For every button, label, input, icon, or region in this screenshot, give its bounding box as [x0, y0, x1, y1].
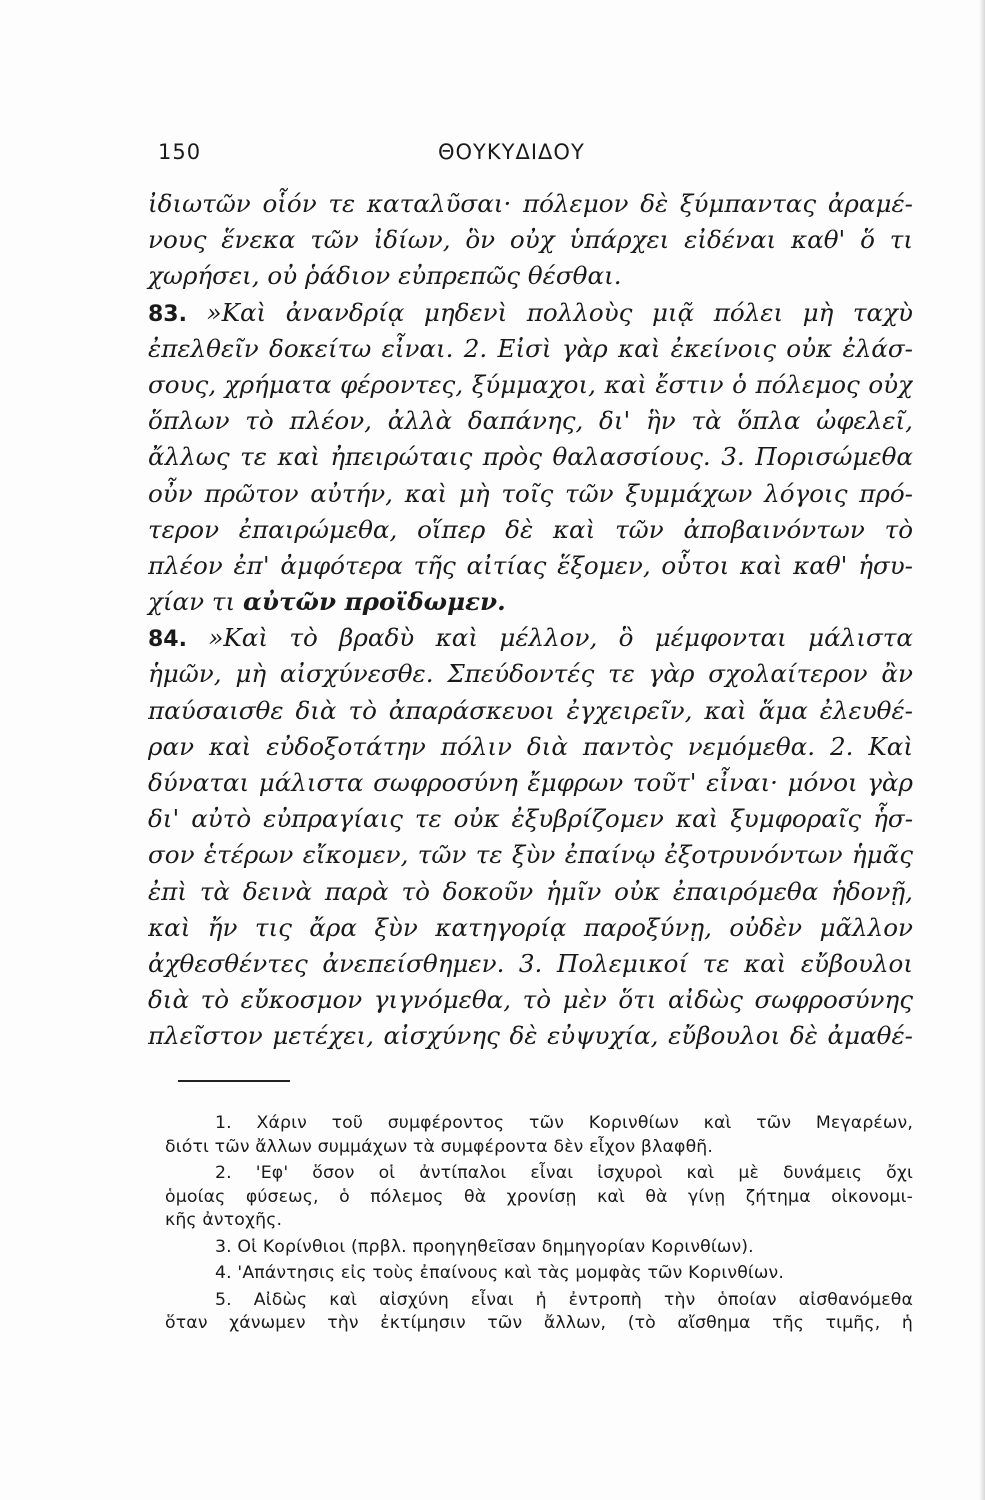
text-line: σον ἑτέρων εἴκομεν, τῶν τε ξὺν ἐπαίνῳ ἐξοτρυνόντων ἡμᾶς — [148, 840, 913, 870]
text-line: παύσαισθε διὰ τὸ ἀπαράσκευοι ἐγχειρεῖν, καὶ ἅμα ἐλευθέ- — [148, 695, 913, 725]
page-edge-shadow — [979, 0, 985, 1500]
chapter-84-line — [148, 620, 913, 656]
text-line: τερον ἐπαιρώμεθα, οἵπερ δὲ καὶ τῶν ἀποβαινόντων τὸ — [148, 514, 913, 544]
text-line: ραν καὶ εὐδοξοτάτην πόλιν διὰ παντὸς νεμόμεθα. 2. Καὶ — [148, 731, 913, 761]
text-line: ἡμῶν, μὴ αἰσχύνεσθε. Σπεύδοντές τε γὰρ σχολαίτερον ἂν — [148, 659, 913, 689]
text-line: χωρήσει, οὐ ῥάδιον εὐπρεπῶς θέσθαι. — [148, 261, 622, 291]
running-title: ΘΟΥΚΥΔΙΔΟΥ — [438, 140, 585, 164]
main-text — [148, 186, 913, 1055]
text-line: δι' αὐτὸ εὐπραγίαις τε οὐκ ἐξυβρίζομεν καὶ ξυμφοραῖς ἧσ- — [148, 804, 913, 834]
footnote-5: 5. Αἰδὼς καὶ αἰσχύνη εἶναι ἡ ἐντροπὴ τὴν ὁποίαν αἰσθανόμεθα — [215, 1289, 913, 1310]
text-line: νους ἕνεκα τῶν ἰδίων, ὃν οὐχ ὑπάρχει εἰδέναι καθ' ὅ τι — [148, 225, 913, 255]
chapter-number-84: 84. — [148, 627, 187, 653]
chapter-number-83: 83. — [148, 301, 187, 327]
text-line: διὰ τὸ εὔκοσμον γιγνόμεθα, τὸ μὲν ὅτι αἰδὼς σωφροσύνης — [148, 985, 913, 1015]
text-line: οὖν πρῶτον αὐτήν, καὶ μὴ τοῖς τῶν ξυμμάχων λόγοις πρό- — [148, 478, 913, 508]
text-line: ἀχθεσθέντες ἀνεπείσθημεν. 3. Πολεμικοί τε καὶ εὔβουλοι — [148, 948, 913, 978]
text-segment: »Καὶ τὸ βραδὺ καὶ μέλλον, ὃ μέμφονται μάλιστα — [208, 623, 913, 653]
text-line: ἰδιωτῶν οἷόν τε καταλῦσαι· πόλεμον δὲ ξύμπαντας ἀραμέ- — [148, 189, 913, 218]
page-number: 150 — [158, 140, 202, 164]
footnotes — [165, 1112, 913, 1336]
footnote-2: 2. 'Εφ' ὅσον οἱ ἀντίπαλοι εἶναι ἰσχυροὶ καὶ μὲ δυνάμεις ὄχι — [215, 1163, 913, 1183]
text-line: ἐπὶ τὰ δεινὰ παρὰ τὸ δοκοῦν ἡμῖν οὐκ ἐπαιρόμεθα ἡδονῇ, — [148, 876, 913, 906]
footnote-line: ὁμοίας φύσεως, ὁ πόλεμος θὰ χρονίσῃ καὶ θὰ γίνῃ ζήτημα οἰκονομι- — [165, 1186, 913, 1207]
chapter-83-line — [148, 295, 913, 331]
footnote-1: 1. Χάριν τοῦ συμφέροντος τῶν Κορινθίων καὶ τῶν Μεγαρέων, — [215, 1113, 913, 1133]
text-line: ἐπελθεῖν δοκείτω εἶναι. 2. Εἰσὶ γὰρ καὶ ἐκείνοις οὐκ ἐλάσ- — [148, 333, 913, 363]
text-segment: »Καὶ ἀνανδρίᾳ μηδενὶ πολλοὺς μιᾷ πόλει μὴ ταχὺ — [206, 297, 913, 327]
text-segment-bold: αὐτῶν προϊδωμεν. — [243, 587, 506, 617]
text-line: πλεῖστον μετέχει, αἰσχύνης δὲ εὐψυχία, εὔβουλοι δὲ ἀμαθέ- — [148, 1021, 913, 1051]
footnote-3: 3. Οἱ Κορίνθιοι (πρβλ. προηγηθεῖσαν δημηγορίαν Κορινθίων). — [215, 1236, 754, 1257]
text-line: καὶ ἤν τις ἄρα ξὺν κατηγορίᾳ παροξύνῃ, οὐδὲν μᾶλλον — [148, 912, 913, 942]
text-line: σους, χρήματα φέροντες, ξύμμαχοι, καὶ ἔστιν ὁ πόλεμος οὐχ — [148, 369, 913, 399]
text-line: δύναται μάλιστα σωφροσύνη ἔμφρων τοῦτ' εἶναι· μόνοι γὰρ — [148, 768, 913, 797]
footnote-line: ὅταν χάνωμεν τὴν ἐκτίμησιν τῶν ἄλλων, (τὸ αἴσθημα τῆς τιμῆς, ἡ — [165, 1313, 913, 1333]
footnote-line: διότι τῶν ἄλλων συμμάχων τὰ συμφέροντα δὲν εἶχον βλαφθῆ. — [165, 1136, 714, 1157]
text-line: ὅπλων τὸ πλέον, ἀλλὰ δαπάνης, δι' ἣν τὰ ὅπλα ὠφελεῖ, — [148, 406, 913, 436]
page-header — [158, 140, 913, 174]
footnote-line: κῆς ἀντοχῆς. — [165, 1210, 283, 1230]
text-line: πλέον ἐπ' ἀμφότερα τῆς αἰτίας ἕξομεν, οὗτοι καὶ καθ' ἡσυ- — [148, 550, 913, 580]
footnote-separator — [178, 1080, 290, 1082]
text-line: ἄλλως τε καὶ ἠπειρώταις πρὸς θαλασσίους. 3. Πορισώμεθα — [148, 442, 913, 472]
text-line — [148, 584, 913, 620]
text-segment: χίαν τι — [148, 587, 243, 617]
footnote-4: 4. 'Απάντησις εἰς τοὺς ἐπαίνους καὶ τὰς μομφὰς τῶν Κορινθίων. — [215, 1263, 785, 1283]
